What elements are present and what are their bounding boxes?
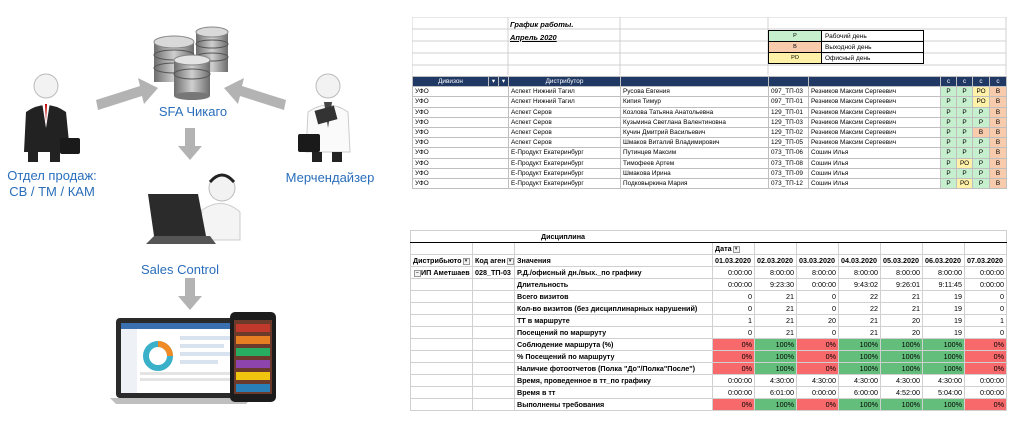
metric-value-cell[interactable]: 0%	[797, 363, 839, 375]
devices-dashboard-image	[110, 310, 286, 406]
date-column-header[interactable]: 07.03.2020	[965, 255, 1007, 267]
metric-value-cell[interactable]: 0%	[965, 363, 1007, 375]
day-status-cell[interactable]: Р	[941, 107, 957, 117]
schedule-title: График работы.	[510, 20, 574, 29]
agent-field-header[interactable]: Код аген ▾	[473, 255, 515, 267]
metric-value-cell[interactable]: 0:00:00	[965, 279, 1007, 291]
empty-header	[621, 77, 769, 87]
day-status-cell[interactable]: В	[990, 107, 1007, 117]
metric-value-cell[interactable]: 4:30:00	[797, 375, 839, 387]
metric-value-cell[interactable]: 21	[839, 327, 881, 339]
division-cell[interactable]: УФО	[413, 178, 509, 188]
pivot-row	[411, 315, 1007, 327]
schedule-row	[413, 127, 1007, 137]
arrow-control-to-devices	[178, 278, 202, 310]
pivot-row	[411, 291, 1007, 303]
schedule-legend	[768, 30, 924, 64]
metric-value-cell[interactable]: 100%	[923, 351, 965, 363]
metric-value-cell[interactable]: 9:26:01	[881, 279, 923, 291]
metric-value-cell[interactable]: 100%	[881, 339, 923, 351]
route-code-cell[interactable]: 129_ТП-01	[769, 107, 809, 117]
day-status-cell[interactable]: Р	[941, 148, 957, 158]
division-cell[interactable]: УФО	[413, 168, 509, 178]
distributor-cell[interactable]	[411, 267, 473, 279]
division-cell[interactable]: УФО	[413, 107, 509, 117]
legend-code: РО	[769, 53, 822, 64]
metric-value-cell[interactable]: 100%	[755, 363, 797, 375]
day-header[interactable]: с	[941, 77, 957, 87]
metric-value-cell[interactable]: 100%	[923, 339, 965, 351]
metric-value-cell[interactable]: 8:00:00	[839, 267, 881, 279]
employee-cell[interactable]: Козлова Татьяна Анатольевна	[621, 107, 769, 117]
employee-cell[interactable]: Тимофеев Артем	[621, 158, 769, 168]
metric-label: Соблюдение маршрута (%)	[515, 339, 713, 351]
pivot-row	[411, 399, 1007, 411]
day-status-cell[interactable]: Р	[941, 138, 957, 148]
metric-value-cell[interactable]: 0	[965, 327, 1007, 339]
metric-value-cell[interactable]: 21	[755, 327, 797, 339]
employee-cell[interactable]: Русова Евгения	[621, 87, 769, 97]
pivot-row	[411, 339, 1007, 351]
metric-value-cell[interactable]: 21	[755, 303, 797, 315]
laptop-operator-icon	[140, 166, 250, 250]
metric-value-cell[interactable]: 19	[923, 303, 965, 315]
merchandiser-label: Мерчендайзер	[285, 170, 375, 185]
manager-cell[interactable]: Резников Максим Сергеевич	[809, 107, 941, 117]
employee-cell[interactable]: Подковыркина Мария	[621, 178, 769, 188]
distributor-cell[interactable]: Е-Продукт Екатеринбург	[509, 178, 621, 188]
pivot-date-caption-row	[411, 243, 1007, 255]
day-status-cell[interactable]: В	[973, 127, 990, 137]
day-status-cell[interactable]: Р	[957, 148, 973, 158]
day-status-cell[interactable]: В	[990, 138, 1007, 148]
schedule-row	[413, 107, 1007, 117]
day-status-cell[interactable]: В	[990, 148, 1007, 158]
day-header[interactable]: с	[957, 77, 973, 87]
division-header[interactable]: Дивизон	[413, 77, 489, 87]
metric-value-cell[interactable]: 0:00:00	[965, 387, 1007, 399]
metric-value-cell[interactable]: 0:00:00	[713, 387, 755, 399]
legend-row	[769, 53, 924, 64]
metric-label: ТТ в маршруте	[515, 315, 713, 327]
distributor-header[interactable]: Дистрибутор	[509, 77, 621, 87]
schedule-row	[413, 138, 1007, 148]
day-status-cell[interactable]: РО	[973, 97, 990, 107]
day-status-cell[interactable]: В	[990, 127, 1007, 137]
day-header[interactable]: с	[973, 77, 990, 87]
manager-cell[interactable]: Резников Максим Сергеевич	[809, 127, 941, 137]
metric-label: Время в тт	[515, 387, 713, 399]
distributor-cell[interactable]: Аспект Нижний Тагил	[509, 87, 621, 97]
metric-value-cell[interactable]: 0%	[797, 351, 839, 363]
date-column-header[interactable]: 01.03.2020	[713, 255, 755, 267]
filter-dropdown-icon[interactable]: ▾	[463, 258, 470, 265]
metric-value-cell[interactable]: 20	[797, 315, 839, 327]
discipline-pivot-table	[410, 230, 1007, 411]
employee-cell[interactable]: Шмакова Ирина	[621, 168, 769, 178]
metric-label: Кол-во визитов (без дисциплинарных нарушений)	[515, 303, 713, 315]
metric-value-cell[interactable]: 0	[965, 291, 1007, 303]
manager-cell[interactable]: Сошин Илья	[809, 148, 941, 158]
metric-value-cell[interactable]: 4:30:00	[755, 375, 797, 387]
day-status-cell[interactable]: Р	[973, 148, 990, 158]
route-code-cell[interactable]: 129_ТП-02	[769, 127, 809, 137]
metric-value-cell[interactable]: 0:00:00	[965, 375, 1007, 387]
work-schedule-sheet	[412, 17, 1012, 193]
day-status-cell[interactable]: Р	[941, 127, 957, 137]
filter-dropdown-icon[interactable]: ▾	[507, 258, 514, 265]
division-cell[interactable]: УФО	[413, 127, 509, 137]
metric-label: Всего визитов	[515, 291, 713, 303]
metric-value-cell[interactable]: 8:00:00	[797, 267, 839, 279]
employee-cell[interactable]: Кучин Дмитрий Васильевич	[621, 127, 769, 137]
day-status-cell[interactable]: Р	[973, 168, 990, 178]
metric-value-cell[interactable]: 0:00:00	[713, 267, 755, 279]
day-status-cell[interactable]: Р	[973, 178, 990, 188]
legend-label: Офисный день	[822, 53, 924, 64]
metric-value-cell[interactable]: 0	[797, 303, 839, 315]
metric-value-cell[interactable]: 0%	[965, 399, 1007, 411]
sfa-label: SFA Чикаго	[158, 104, 228, 119]
employee-cell[interactable]: Кипия Тимур	[621, 97, 769, 107]
day-status-cell[interactable]: Р	[973, 138, 990, 148]
metric-value-cell[interactable]: 100%	[881, 351, 923, 363]
pivot-row	[411, 279, 1007, 291]
metric-value-cell[interactable]: 9:23:30	[755, 279, 797, 291]
sales-control-label: Sales Control	[140, 262, 220, 277]
day-status-cell[interactable]: Р	[941, 168, 957, 178]
route-code-cell[interactable]: 097_ТП-01	[769, 97, 809, 107]
day-status-cell[interactable]: Р	[957, 117, 973, 127]
schedule-row	[413, 117, 1007, 127]
metric-value-cell[interactable]: 21	[755, 291, 797, 303]
manager-cell[interactable]: Сошин Илья	[809, 168, 941, 178]
metric-value-cell[interactable]: 0:00:00	[713, 375, 755, 387]
agent-code-cell[interactable]: 028_ТП-03	[473, 267, 515, 279]
distributor-cell[interactable]: Е-Продукт Екатеринбург	[509, 158, 621, 168]
metric-value-cell[interactable]: 0	[965, 303, 1007, 315]
metric-value-cell[interactable]: 19	[923, 315, 965, 327]
route-code-cell[interactable]: 129_ТП-03	[769, 117, 809, 127]
metric-value-cell[interactable]: 22	[839, 291, 881, 303]
distributor-name: ИП Аметшаев	[421, 268, 470, 277]
day-status-cell[interactable]: РО	[957, 158, 973, 168]
division-cell[interactable]: УФО	[413, 148, 509, 158]
manager-cell[interactable]: Сошин Илья	[809, 158, 941, 168]
day-status-cell[interactable]: В	[990, 87, 1007, 97]
metric-value-cell[interactable]: 8:00:00	[755, 267, 797, 279]
schedule-row	[413, 158, 1007, 168]
day-status-cell[interactable]: Р	[973, 117, 990, 127]
pivot-title: Дисциплина	[411, 231, 1007, 243]
metric-label: Длительность	[515, 279, 713, 291]
division-cell[interactable]: УФО	[413, 87, 509, 97]
metric-value-cell[interactable]: 0%	[965, 339, 1007, 351]
schedule-row	[413, 87, 1007, 97]
legend-row	[769, 42, 924, 53]
division-cell[interactable]: УФО	[413, 97, 509, 107]
day-status-cell[interactable]: В	[990, 158, 1007, 168]
metric-value-cell[interactable]: 100%	[755, 339, 797, 351]
values-field-header: Значения	[515, 255, 713, 267]
pivot-header-row	[411, 255, 1007, 267]
metric-value-cell[interactable]: 9:43:02	[839, 279, 881, 291]
day-status-cell[interactable]: Р	[973, 107, 990, 117]
day-status-cell[interactable]: Р	[957, 87, 973, 97]
employee-cell[interactable]: Шмаков Виталий Владимирович	[621, 138, 769, 148]
day-status-cell[interactable]: Р	[957, 168, 973, 178]
day-status-cell[interactable]: Р	[957, 138, 973, 148]
metric-value-cell[interactable]: 0%	[713, 399, 755, 411]
metric-label: Время, проведенное в тт_по графику	[515, 375, 713, 387]
metric-value-cell[interactable]: 8:00:00	[881, 267, 923, 279]
date-column-header[interactable]: 02.03.2020	[755, 255, 797, 267]
schedule-row	[413, 178, 1007, 188]
metric-value-cell[interactable]: 0%	[713, 363, 755, 375]
arrow-merch-to-sfa	[222, 76, 286, 112]
legend-label: Рабочий день	[822, 31, 924, 42]
metric-value-cell[interactable]: 0:00:00	[713, 279, 755, 291]
schedule-header-row	[413, 77, 1007, 87]
metric-value-cell[interactable]: 0	[713, 303, 755, 315]
date-column-header[interactable]: 04.03.2020	[839, 255, 881, 267]
day-status-cell[interactable]: В	[990, 168, 1007, 178]
metric-label: Посещений по маршруту	[515, 327, 713, 339]
metric-label: % Посещений по маршруту	[515, 351, 713, 363]
manager-cell[interactable]: Резников Максим Сергеевич	[809, 97, 941, 107]
metric-value-cell[interactable]: 0%	[797, 399, 839, 411]
sales-department-label	[2, 168, 102, 200]
metric-value-cell[interactable]: 100%	[923, 363, 965, 375]
date-column-header[interactable]: 06.03.2020	[923, 255, 965, 267]
legend-label: Выходной день	[822, 42, 924, 53]
pivot-row	[411, 363, 1007, 375]
metric-value-cell[interactable]: 21	[881, 303, 923, 315]
metric-value-cell[interactable]: 0:00:00	[965, 267, 1007, 279]
metric-value-cell[interactable]: 20	[881, 315, 923, 327]
metric-value-cell[interactable]: 100%	[881, 399, 923, 411]
metric-value-cell[interactable]: 100%	[839, 399, 881, 411]
route-code-cell[interactable]: 073_ТП-08	[769, 158, 809, 168]
metric-value-cell[interactable]: 0	[713, 327, 755, 339]
collapse-icon[interactable]: −	[414, 270, 421, 277]
day-status-cell[interactable]: РО	[973, 87, 990, 97]
schedule-row	[413, 97, 1007, 107]
employee-cell[interactable]: Кузьмина Светлана Валентиновна	[621, 117, 769, 127]
metric-value-cell[interactable]: 4:52:00	[881, 387, 923, 399]
metric-value-cell[interactable]: 100%	[755, 399, 797, 411]
route-code-cell[interactable]: 129_ТП-05	[769, 138, 809, 148]
division-cell[interactable]: УФО	[413, 117, 509, 127]
metric-value-cell[interactable]: 9:11:45	[923, 279, 965, 291]
pivot-title-row	[411, 231, 1007, 243]
filter-dropdown-icon[interactable]: ▾	[489, 77, 499, 87]
day-status-cell[interactable]: Р	[941, 97, 957, 107]
day-status-cell[interactable]: В	[990, 97, 1007, 107]
day-status-cell[interactable]: В	[990, 178, 1007, 188]
pivot-row	[411, 303, 1007, 315]
day-status-cell[interactable]: Р	[941, 87, 957, 97]
day-status-cell[interactable]: Р	[941, 117, 957, 127]
metric-value-cell[interactable]: 1	[713, 315, 755, 327]
metric-value-cell[interactable]: 4:30:00	[881, 375, 923, 387]
metric-value-cell[interactable]: 0	[713, 291, 755, 303]
schedule-row	[413, 168, 1007, 178]
metric-value-cell[interactable]: 0%	[713, 339, 755, 351]
schedule-table	[412, 76, 1007, 189]
metric-value-cell[interactable]: 20	[881, 327, 923, 339]
distributor-cell[interactable]: Аспект Серов	[509, 127, 621, 137]
metric-value-cell[interactable]: 21	[881, 291, 923, 303]
distributor-cell[interactable]: Е-Продукт Екатеринбург	[509, 148, 621, 158]
route-code-cell[interactable]: 073_ТП-06	[769, 148, 809, 158]
metric-value-cell[interactable]: 0:00:00	[797, 387, 839, 399]
distributor-cell[interactable]: Аспект Нижний Тагил	[509, 97, 621, 107]
metric-value-cell[interactable]: 0	[797, 291, 839, 303]
metric-value-cell[interactable]: 100%	[839, 363, 881, 375]
metric-value-cell[interactable]: 19	[923, 327, 965, 339]
metric-value-cell[interactable]: 0	[797, 327, 839, 339]
schedule-month: Апрель 2020	[510, 33, 557, 42]
day-status-cell[interactable]: Р	[941, 158, 957, 168]
metric-label: Р.Д./офисный дн./вых._по графику	[515, 267, 713, 279]
metric-value-cell[interactable]: 4:30:00	[923, 375, 965, 387]
day-status-cell[interactable]: Р	[957, 107, 973, 117]
day-status-cell[interactable]: В	[990, 117, 1007, 127]
metric-value-cell[interactable]: 8:00:00	[923, 267, 965, 279]
filter-dropdown-icon[interactable]: ▾	[499, 77, 509, 87]
metric-value-cell[interactable]: 100%	[881, 363, 923, 375]
date-column-header[interactable]: 05.03.2020	[881, 255, 923, 267]
manager-cell[interactable]: Резников Максим Сергеевич	[809, 138, 941, 148]
distributor-cell[interactable]: Е-Продукт Екатеринбург	[509, 168, 621, 178]
database-server-icon	[150, 24, 232, 100]
pivot-row	[411, 327, 1007, 339]
legend-row	[769, 31, 924, 42]
manager-cell[interactable]: Резников Максим Сергеевич	[809, 117, 941, 127]
day-status-cell[interactable]: Р	[957, 127, 973, 137]
metric-value-cell[interactable]: 100%	[755, 351, 797, 363]
day-status-cell[interactable]: Р	[957, 97, 973, 107]
empty-header	[809, 77, 941, 87]
arrow-sales-to-sfa	[96, 76, 158, 112]
metric-value-cell[interactable]: 100%	[923, 399, 965, 411]
distributor-field-header[interactable]: Дистрибьюто ▾	[411, 255, 473, 267]
employee-cell[interactable]: Путинцев Максим	[621, 148, 769, 158]
merchandiser-icon	[294, 72, 360, 164]
metric-label: Наличие фотоотчетов (Полка "До"/Полка"После")	[515, 363, 713, 375]
metric-value-cell[interactable]: 4:30:00	[839, 375, 881, 387]
sales-person-icon	[16, 72, 84, 164]
pivot-row	[411, 387, 1007, 399]
day-status-cell[interactable]: РО	[957, 178, 973, 188]
metric-value-cell[interactable]: 100%	[839, 351, 881, 363]
metric-value-cell[interactable]: 5:04:00	[923, 387, 965, 399]
schedule-row	[413, 148, 1007, 158]
metric-value-cell[interactable]: 19	[923, 291, 965, 303]
metric-value-cell[interactable]: 6:00:00	[839, 387, 881, 399]
metric-label: Выполнены требования	[515, 399, 713, 411]
metric-value-cell[interactable]: 1	[965, 315, 1007, 327]
distributor-cell[interactable]: Аспект Серов	[509, 107, 621, 117]
division-cell[interactable]: УФО	[413, 138, 509, 148]
route-code-cell[interactable]: 073_ТП-12	[769, 178, 809, 188]
distributor-cell[interactable]: Аспект Серов	[509, 117, 621, 127]
route-code-cell[interactable]: 097_ТП-03	[769, 87, 809, 97]
date-field-header[interactable]: Дата ▾	[713, 243, 755, 255]
pivot-row	[411, 267, 1007, 279]
sales-label-text: Отдел продаж: СВ / ТМ / КАМ	[7, 168, 97, 199]
legend-code: В	[769, 42, 822, 53]
pivot-row	[411, 375, 1007, 387]
day-status-cell[interactable]: Р	[973, 158, 990, 168]
arrow-sfa-to-control	[178, 128, 202, 160]
metric-value-cell[interactable]: 100%	[839, 339, 881, 351]
metric-value-cell[interactable]: 0%	[797, 339, 839, 351]
metric-value-cell[interactable]: 0%	[713, 351, 755, 363]
manager-cell[interactable]: Резников Максим Сергеевич	[809, 87, 941, 97]
division-cell[interactable]: УФО	[413, 158, 509, 168]
legend-code: Р	[769, 31, 822, 42]
route-code-cell[interactable]: 073_ТП-09	[769, 168, 809, 178]
day-status-cell[interactable]: Р	[941, 178, 957, 188]
pivot-row	[411, 351, 1007, 363]
manager-cell[interactable]: Сошин Илья	[809, 178, 941, 188]
metric-value-cell[interactable]: 0:00:00	[797, 279, 839, 291]
metric-value-cell[interactable]: 6:01:00	[755, 387, 797, 399]
date-column-header[interactable]: 03.03.2020	[797, 255, 839, 267]
day-header[interactable]: с	[990, 77, 1007, 87]
metric-value-cell[interactable]: 21	[839, 315, 881, 327]
distributor-cell[interactable]: Аспект Серов	[509, 138, 621, 148]
metric-value-cell[interactable]: 22	[839, 303, 881, 315]
empty-header	[769, 77, 809, 87]
filter-dropdown-icon[interactable]: ▾	[733, 246, 740, 253]
metric-value-cell[interactable]: 21	[755, 315, 797, 327]
metric-value-cell[interactable]: 0%	[965, 351, 1007, 363]
